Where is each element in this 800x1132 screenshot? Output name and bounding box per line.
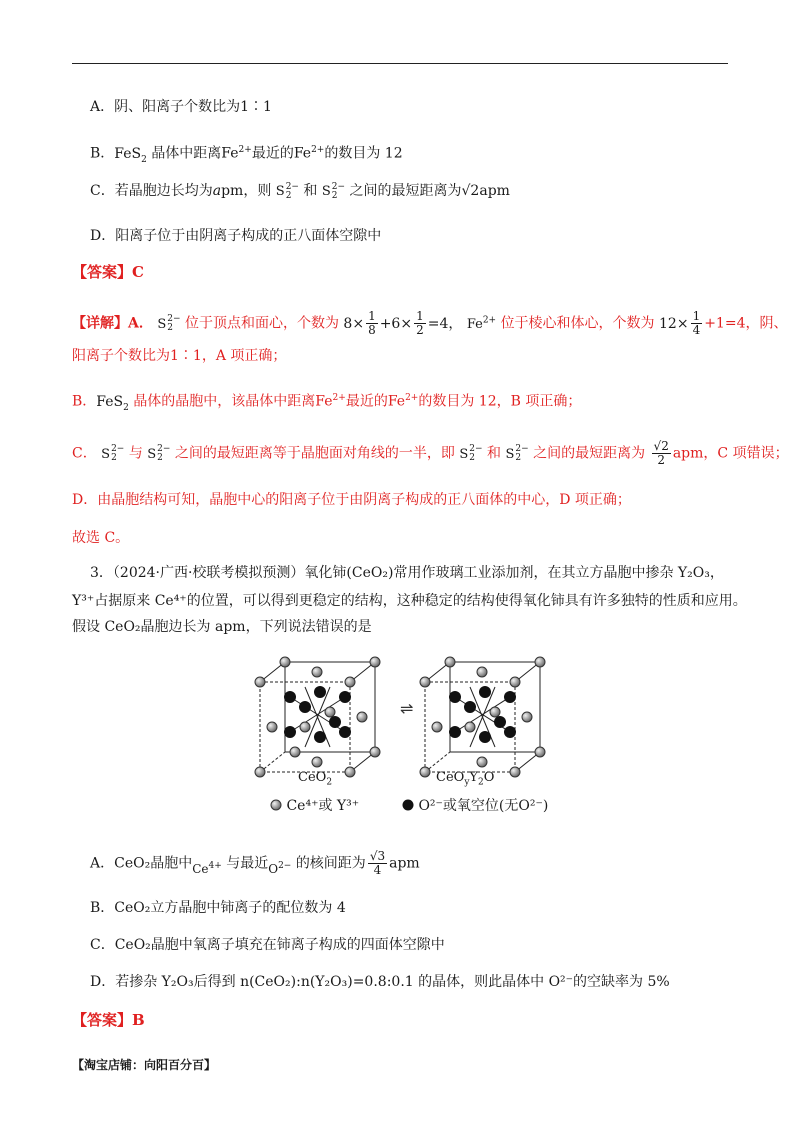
legend-cation: Ce⁴⁺或 Y³⁺ [270, 795, 359, 815]
crystal-structure-figure [250, 652, 550, 822]
right-caption: $CeO_yY_2O$ [436, 770, 495, 788]
q2-option-c: C．若晶胞边长均为apm，则 S 2− 2 和 S 2− 2 之间的最短距离为√2apm [90, 181, 510, 201]
q3-option-d: D．若掺杂 Y₂O₃后得到 n(CeO₂):n(Y₂O₃)=0.8:0.1 的晶体，则此晶体中 O²⁻的空缺率为 5% [90, 974, 670, 990]
q3-stem-line3: 假设 CeO₂晶胞边长为 apm，下列说法错误的是 [72, 619, 372, 635]
q2-detail-line4: C． S 2− 2 与 S 2− 2 之间的最短距离等于晶胞面对角线的一半，即 S 2− 2 和 S 2− 2 之间的最短距离为 $\frac{√2}{2}$ apm，C 项错误； [72, 439, 789, 467]
q2-option-a: A．阴、阳离子个数比为1∶1 [90, 99, 272, 115]
q2-detail-line3: B．FeS$_2$ 晶体的晶胞中，该晶体中距离$Fe^{2+}$最近的$Fe^{2+}$的数目为 12，B 项正确； [72, 393, 582, 413]
q2-option-d: D．阳离子位于由阴离子构成的正八面体空隙中 [90, 228, 382, 244]
black-sphere-icon [402, 799, 414, 811]
header-rule [72, 63, 728, 64]
q2-detail-line2: 阳离子个数比为1∶1，A 项正确； [72, 348, 287, 364]
crystal-diagrams [250, 652, 550, 782]
q3-stem-line1: 3．（2024·广西·校联考模拟预测）氧化铈(CeO₂)常用作玻璃工业添加剂，在其立方晶胞中掺杂 Y₂O₃， [90, 565, 724, 581]
q3-option-a: A．CeO₂晶胞中$Ce^{4+}$ 与最近$O^{2-}$ 的核间距为 $\frac{√3}{4}$ apm [90, 849, 420, 877]
footer-shop: 【淘宝店铺：向阳百分百】 [72, 1058, 217, 1072]
q2-answer: 【答案】C [72, 263, 144, 281]
q3-option-b: B．CeO₂立方晶胞中铈离子的配位数为 4 [90, 900, 346, 916]
ceoy-unit-cell [420, 657, 545, 777]
q3-option-c: C．CeO₂晶胞中氧离子填充在铈离子构成的四面体空隙中 [90, 937, 445, 953]
gray-sphere-icon [270, 799, 282, 811]
q3-stem-line2: Y³⁺占据原来 Ce⁴⁺的位置，可以得到更稳定的结构，这种稳定的结构使得氧化铈具有许多独特的性质和应用。 [72, 593, 747, 609]
q3-answer: 【答案】B [72, 1011, 145, 1029]
equilibrium-arrow: ⇌ [400, 699, 414, 718]
q2-detail-line6: 故选 C。 [72, 530, 130, 546]
q2-detail-line5: D．由晶胞结构可知，晶胞中心的阳离子位于由阴离子构成的正八面体的中心，D 项正确； [72, 492, 631, 508]
q2-detail-line1: 【详解】A． S 2− 2 位于顶点和面心，个数为 8× $\frac{1}{8}$ +6× $\frac{1}{2}$ =4， $Fe^{2+}$ 位于棱心和体心，个数为 12× $\frac{1}{4}$ +1=4，阴、 [72, 309, 788, 337]
left-caption: CeO$_2$ [298, 770, 333, 788]
legend-anion: O²⁻或氧空位(无O²⁻) [402, 795, 548, 815]
q2-option-b: B．FeS$_2$ 晶体中距离$Fe^{2+}$最近的$Fe^{2+}$的数目为 12 [90, 145, 403, 165]
